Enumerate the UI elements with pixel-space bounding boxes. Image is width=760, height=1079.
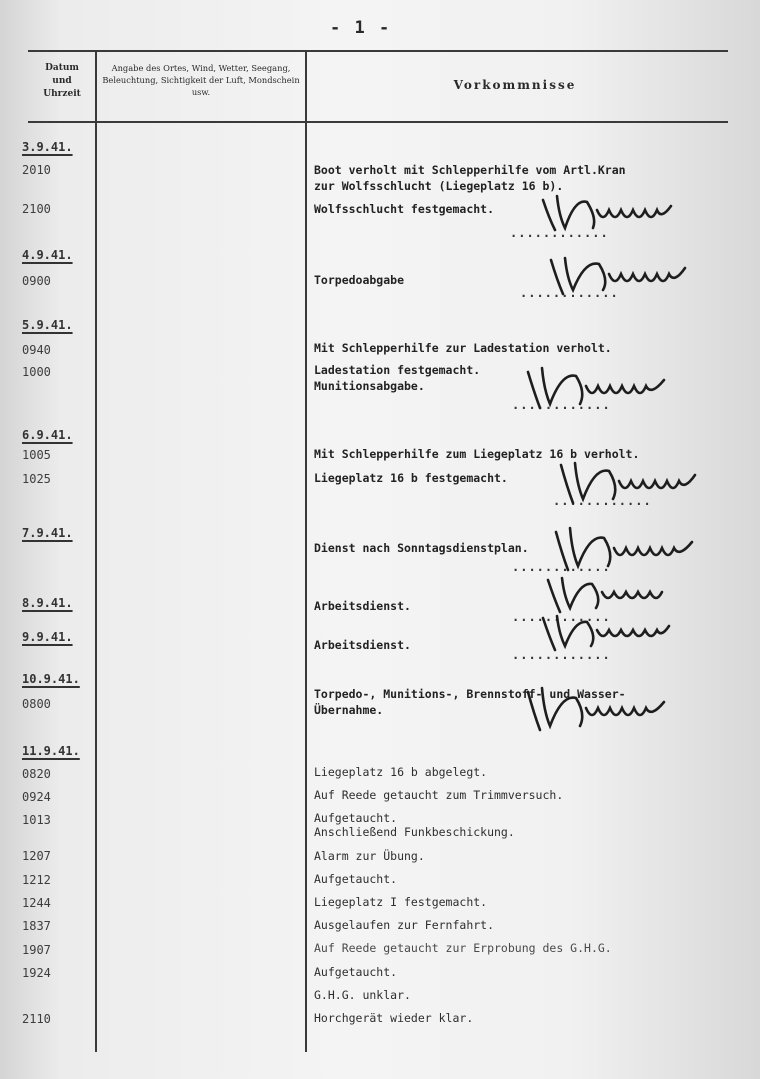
log-entry: Arbeitsdienst.: [314, 638, 411, 652]
log-entry: G.H.G. unklar.: [314, 988, 411, 1002]
handwritten-signature: [520, 360, 690, 415]
handwritten-signature: [520, 682, 690, 737]
log-entry: Auf Reede getaucht zum Trimmversuch.: [314, 788, 564, 802]
log-entry: Liegeplatz 16 b abgelegt.: [314, 765, 488, 779]
signature-dotted-line: ............: [512, 398, 611, 412]
log-entry: Torpedo-, Munitions-, Brennstoff- und Wasser-: [314, 687, 626, 701]
log-entry: Anschließend Funkbeschickung.: [314, 825, 515, 839]
header-time-label: Uhrzeit: [43, 89, 81, 99]
log-time: 1924: [22, 966, 51, 980]
signature-dotted-line: ............: [553, 494, 652, 508]
log-time: 2110: [22, 1012, 51, 1026]
log-entry: Aufgetaucht.: [314, 872, 398, 886]
header-date-label: Datum: [45, 63, 79, 73]
log-date: 9.9.41.: [22, 630, 73, 644]
log-entry: Arbeitsdienst.: [314, 599, 411, 613]
log-time: 0800: [22, 697, 51, 711]
log-entry: Aufgetaucht.: [314, 965, 398, 979]
log-entry: Munitionsabgabe.: [314, 379, 425, 393]
log-entry: Aufgetaucht.: [314, 811, 398, 825]
log-entry: Alarm zur Übung.: [314, 849, 425, 863]
log-time: 1837: [22, 919, 51, 933]
log-entry: Übernahme.: [314, 703, 384, 717]
signature-dotted-line: ............: [512, 560, 611, 574]
signature-dotted-line: ............: [520, 286, 619, 300]
log-date: 4.9.41.: [22, 248, 73, 262]
log-entry: Torpedoabgabe: [314, 273, 405, 287]
handwritten-signature: [535, 610, 685, 655]
log-date: 6.9.41.: [22, 428, 73, 442]
header-date-time: [30, 62, 94, 101]
log-time: 2100: [22, 202, 51, 216]
header-events: Vorkommnisse: [453, 78, 577, 92]
log-time: 1212: [22, 873, 51, 887]
log-entry: Boot verholt mit Schlepperhilfe vom Artl.Kran: [314, 163, 626, 177]
log-entry: Ausgelaufen zur Fernfahrt.: [314, 918, 495, 932]
log-date: 11.9.41.: [22, 744, 80, 758]
log-entry: Dienst nach Sonntagsdienstplan.: [314, 541, 529, 555]
log-date: 5.9.41.: [22, 318, 73, 332]
log-entry: Liegeplatz I festgemacht.: [314, 895, 488, 909]
log-time: 0940: [22, 343, 51, 357]
header-details: Angabe des Ortes, Wind, Wetter, Seegang, Beleuchtung, Sichtigkeit der Luft, Mondschein usw.: [102, 63, 300, 97]
log-entry: Mit Schlepperhilfe zum Liegeplatz 16 b verholt.: [314, 447, 640, 461]
log-entry: Mit Schlepperhilfe zur Ladestation verholt.: [314, 341, 612, 355]
column-divider-right: [305, 52, 307, 1052]
header-top-rule: [28, 50, 728, 52]
log-time: 1907: [22, 943, 51, 957]
log-entry: zur Wolfsschlucht (Liegeplatz 16 b).: [314, 179, 564, 193]
log-entry: Ladestation festgemacht.: [314, 363, 481, 377]
column-divider-left: [95, 52, 97, 1052]
log-time: 0900: [22, 274, 51, 288]
log-date: 7.9.41.: [22, 526, 73, 540]
handwritten-signature: [545, 250, 705, 300]
page-number: - 1 -: [330, 18, 392, 38]
log-entry: Liegeplatz 16 b festgemacht.: [314, 471, 508, 485]
log-date: 8.9.41.: [22, 596, 73, 610]
handwritten-signature: [535, 188, 685, 238]
log-time: 1207: [22, 849, 51, 863]
signature-dotted-line: ............: [510, 226, 609, 240]
handwritten-signature: [555, 455, 715, 510]
log-time: 0924: [22, 790, 51, 804]
log-time: 1244: [22, 896, 51, 910]
header-bottom-rule: [28, 121, 728, 123]
log-time: 0820: [22, 767, 51, 781]
handwritten-signature: [548, 522, 718, 577]
log-date: 10.9.41.: [22, 672, 80, 686]
log-time: 1013: [22, 813, 51, 827]
log-entry: Auf Reede getaucht zur Erprobung des G.H.G.: [314, 941, 612, 955]
header-and-label: und: [52, 76, 72, 86]
log-entry: Wolfsschlucht festgemacht.: [314, 202, 495, 216]
log-time: 1005: [22, 448, 51, 462]
log-time: 2010: [22, 163, 51, 177]
log-date: 3.9.41.: [22, 140, 73, 154]
log-entry: Horchgerät wieder klar.: [314, 1011, 474, 1025]
log-time: 1000: [22, 365, 51, 379]
log-time: 1025: [22, 472, 51, 486]
signature-dotted-line: ............: [512, 648, 611, 662]
signature-dotted-line: ............: [512, 610, 611, 624]
